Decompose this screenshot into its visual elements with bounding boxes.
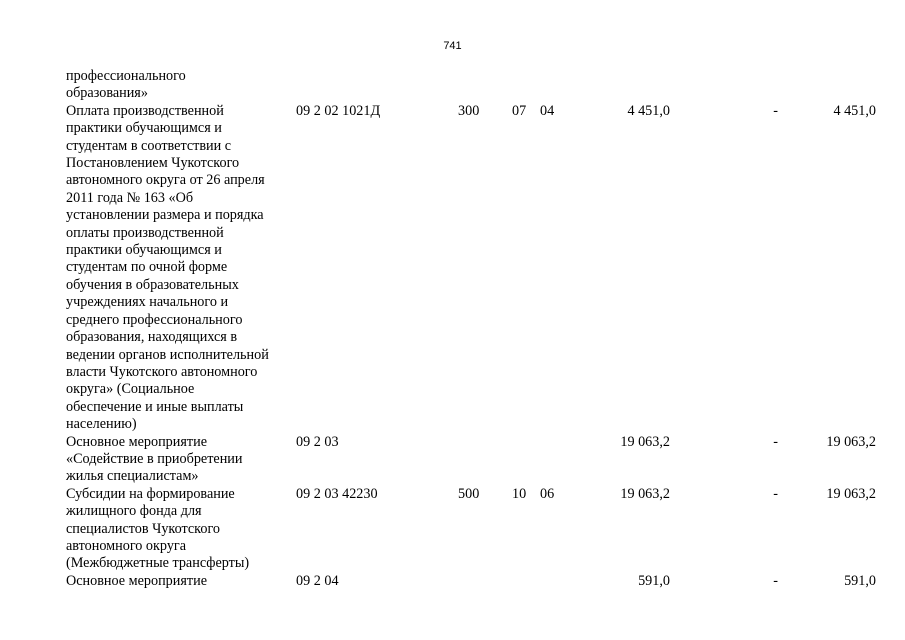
row-total: 591,0 — [638, 572, 670, 589]
row-expense-type: 500 — [458, 485, 480, 502]
row-dash: - — [773, 102, 778, 119]
table-row — [66, 68, 866, 103]
row-code: 09 2 04 — [296, 572, 339, 589]
row-total: 4 451,0 — [627, 102, 670, 119]
table-row — [66, 485, 876, 573]
row-subsection: 04 — [540, 102, 555, 119]
row-section: 07 — [512, 102, 527, 119]
row-dash: - — [773, 433, 778, 450]
row-amount: 19 063,2 — [826, 485, 876, 502]
budget-table — [66, 68, 876, 590]
row-code: 09 2 02 1021Д — [296, 102, 381, 119]
row-code: 09 2 03 — [296, 433, 339, 450]
row-expense-type: 300 — [458, 102, 480, 119]
table-row — [66, 433, 876, 486]
row-subsection: 06 — [540, 485, 555, 502]
row-total: 19 063,2 — [620, 433, 670, 450]
row-dash: - — [773, 485, 778, 502]
row-amount: 591,0 — [844, 572, 876, 589]
row-code: 09 2 03 42230 — [296, 485, 378, 502]
row-total: 19 063,2 — [620, 485, 670, 502]
row-section: 10 — [512, 485, 527, 502]
row-amount: 4 451,0 — [833, 102, 876, 119]
row-amount: 19 063,2 — [826, 433, 876, 450]
row-name: профессионального образования» — [66, 68, 186, 102]
table-row — [66, 102, 876, 434]
row-name: Основное мероприятие «Содействие в приобретении жилья специалистам» — [66, 433, 243, 485]
row-dash: - — [773, 572, 778, 589]
page-number: 741 — [443, 40, 462, 52]
row-name: Субсидии на формирование жилищного фонда для специалистов Чукотского автономного округа (Межбюджетные трансферты) — [66, 485, 250, 572]
table-row — [66, 572, 876, 590]
row-name: Основное мероприятие — [66, 572, 207, 589]
row-name: Оплата производственной практики обучающимся и студентам в соответствии с Постановлением Чукотского автономного округа от 26 апреля 2011 года № 163 «Об установлении размера и порядка оплаты производственной практики обучающимся и студентам по очной форме обучения в образовательных учреждениях начального и среднего профессионального образования, находящихся в ведении органов исполнительной власти Чукотского автономного округа» (Социальное обеспечение и иные выплаты населению) — [66, 102, 269, 433]
